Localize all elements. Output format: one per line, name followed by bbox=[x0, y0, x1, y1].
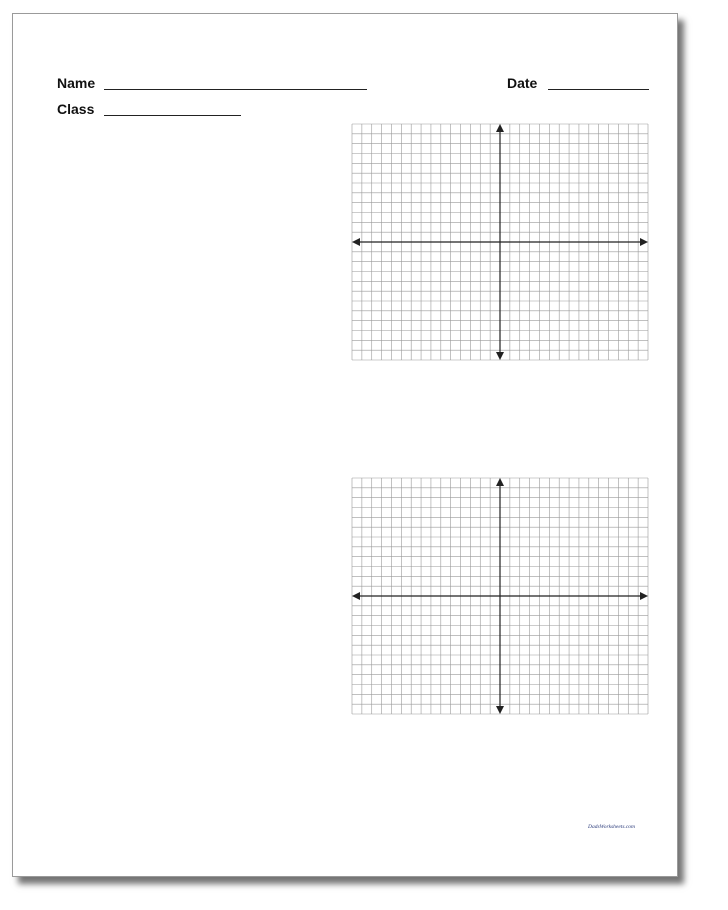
class-line bbox=[104, 115, 241, 116]
y-axis-up-arrow-icon bbox=[496, 124, 504, 132]
coordinate-grid-1 bbox=[350, 122, 650, 362]
date-label: Date bbox=[507, 75, 538, 91]
coordinate-grid-2 bbox=[350, 476, 650, 716]
y-axis-down-arrow-icon bbox=[496, 706, 504, 714]
x-axis-left-arrow-icon bbox=[352, 238, 360, 246]
worksheet-page bbox=[12, 13, 678, 877]
y-axis-down-arrow-icon bbox=[496, 352, 504, 360]
x-axis-right-arrow-icon bbox=[640, 592, 648, 600]
name-line bbox=[104, 89, 367, 90]
date-line bbox=[548, 89, 649, 90]
class-label: Class bbox=[57, 101, 95, 117]
x-axis-right-arrow-icon bbox=[640, 238, 648, 246]
name-label: Name bbox=[57, 75, 96, 91]
y-axis-up-arrow-icon bbox=[496, 478, 504, 486]
x-axis-left-arrow-icon bbox=[352, 592, 360, 600]
publisher-logo: DadsWorksheets.com bbox=[588, 824, 635, 830]
